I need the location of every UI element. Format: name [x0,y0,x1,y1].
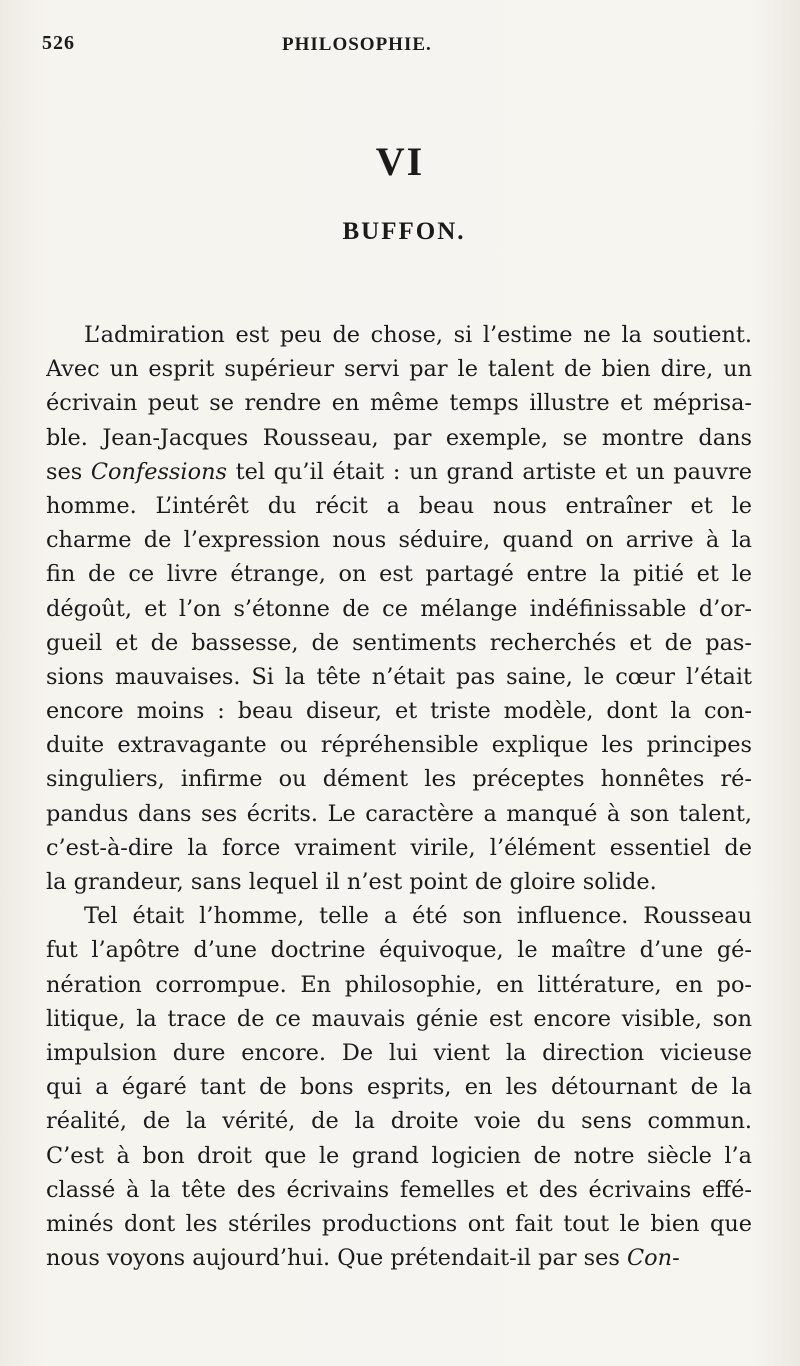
text-line: encore moins : beau diseur, et triste modèle, dont la con- [46,698,752,725]
text-line: duite extravagante ou répréhensible explique les principes [46,732,752,759]
text-line: réalité, de la vérité, de la droite voie du sens commun. [46,1108,752,1135]
text-line: Tel était l’homme, telle a été son influence. Rousseau [84,903,752,930]
chapter-title: BUFFON. [342,218,466,245]
text-line: ble. Jean-Jacques Rousseau, par exemple, se montre dans [46,424,752,451]
text-line: litique, la trace de ce mauvais génie est encore visible, son [46,1005,752,1032]
text-line: qui a égaré tant de bons esprits, en les détournant de la [46,1074,752,1101]
page-number: 526 [42,32,75,54]
body-text [46,318,752,1275]
text-line: nous voyons aujourd’hui. Que prétendait-il par ses Con- [46,1245,680,1272]
text-line: pandus dans ses écrits. Le caractère a manqué à son talent, [46,800,752,827]
text-line: nération corrompue. En philosophie, en littérature, en po- [46,971,752,998]
text-line: homme. L’intérêt du récit a beau nous entraîner et le [46,492,752,519]
text-line: gueil et de bassesse, de sentiments recherchés et de pas- [46,629,752,656]
text-line: fin de ce livre étrange, on est partagé entre la pitié et le [46,561,752,588]
paragraph [46,318,752,899]
running-head: PHILOSOPHIE. [282,34,432,55]
text-line: minés dont les stériles productions ont fait tout le bien que [46,1210,752,1237]
text-line: Avec un esprit supérieur servi par le talent de bien dire, un [46,356,752,383]
text-line: charme de l’expression nous séduire, quand on arrive à la [46,527,752,554]
page-header [42,32,758,62]
chapter-number: VI [375,139,425,184]
text-line: singuliers, infirme ou dément les préceptes honnêtes ré- [46,766,752,793]
text-line: la grandeur, sans lequel il n’est point de gloire solide. [46,869,657,895]
text-line: dégoût, et l’on s’étonne de ce mélange indéfinissable d’or- [46,595,752,622]
text-line: sions mauvaises. Si la tête n’était pas saine, le cœur l’était [46,663,752,690]
text-line: L’admiration est peu de chose, si l’estime ne la soutient. [84,322,752,348]
paragraph [46,899,752,1275]
text-line: écrivain peut se rendre en même temps illustre et méprisa- [46,390,752,417]
text-line: classé à la tête des écrivains femelles et des écrivains effé- [46,1176,752,1203]
text-line: ses Confessions tel qu’il était : un grand artiste et un pauvre [46,458,752,485]
text-line: C’est à bon droit que le grand logicien de notre siècle l’a [46,1142,752,1169]
text-line: impulsion dure encore. De lui vient la direction vicieuse [46,1039,752,1066]
text-line: fut l’apôtre d’une doctrine équivoque, le maître d’une gé- [46,937,752,964]
text-line: c’est-à-dire la force vraiment virile, l’élément essentiel de [46,834,752,861]
